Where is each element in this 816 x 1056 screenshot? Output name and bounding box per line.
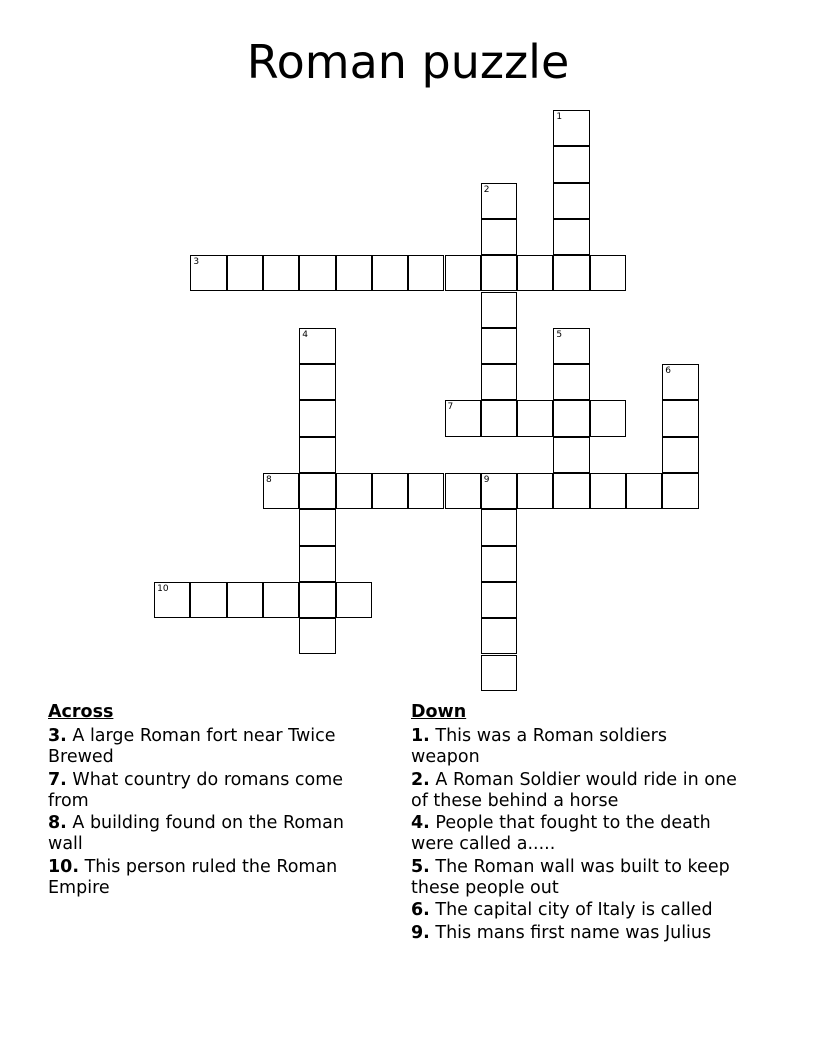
- grid-cell[interactable]: [408, 473, 444, 509]
- grid-cell[interactable]: [336, 582, 372, 618]
- grid-cell[interactable]: [590, 255, 626, 291]
- grid-cell[interactable]: [553, 146, 589, 182]
- clue-text: A building found on the Roman wall: [48, 813, 344, 854]
- clue-text: A Roman Soldier would ride in one of these behind a horse: [411, 769, 737, 811]
- grid-cell[interactable]: [190, 582, 226, 618]
- across-clue: [48, 813, 378, 855]
- grid-cell[interactable]: [481, 582, 517, 618]
- cell-number: 2: [483, 184, 490, 195]
- down-clues: [411, 702, 741, 945]
- grid-cell[interactable]: [299, 400, 335, 436]
- grid-cell[interactable]: [299, 582, 335, 618]
- grid-cell[interactable]: [481, 364, 517, 400]
- grid-cell[interactable]: [626, 473, 662, 509]
- grid-cell[interactable]: [227, 582, 263, 618]
- clue-number: 1.: [411, 726, 430, 746]
- grid-cell[interactable]: [190, 255, 226, 291]
- clue-number: 6.: [411, 900, 430, 920]
- grid-cell[interactable]: [481, 183, 517, 219]
- clue-number: 4.: [411, 813, 430, 833]
- down-clue: [411, 813, 741, 855]
- cell-number: 7: [447, 402, 454, 413]
- clue-number: 5.: [411, 856, 430, 877]
- cell-number: 1: [556, 112, 563, 122]
- cell-number: 8: [266, 475, 272, 485]
- clue-text: The capital city of Italy is called: [435, 900, 713, 920]
- grid-cell[interactable]: [336, 255, 372, 291]
- grid-cell[interactable]: [481, 328, 517, 364]
- grid-cell[interactable]: [372, 255, 408, 291]
- down-heading: Down: [411, 702, 467, 722]
- grid-cell[interactable]: [154, 582, 190, 618]
- down-clue: [411, 726, 741, 768]
- page-title: Roman puzzle: [246, 35, 570, 89]
- clue-number: 8.: [48, 813, 67, 833]
- cell-number: 10: [157, 583, 169, 594]
- down-clue: [411, 923, 741, 944]
- grid-cell[interactable]: [299, 255, 335, 291]
- grid-cell[interactable]: [481, 255, 517, 291]
- grid-cell[interactable]: [662, 400, 698, 436]
- grid-cell[interactable]: [517, 400, 553, 436]
- grid-cell[interactable]: [372, 473, 408, 509]
- grid-cell[interactable]: [299, 473, 335, 509]
- grid-cell[interactable]: [662, 437, 698, 473]
- clue-text: This mans first name was Julius: [435, 922, 712, 943]
- grid-cell[interactable]: [590, 400, 626, 436]
- clue-text: What country do romans come from: [48, 769, 344, 811]
- across-clue: [48, 857, 378, 899]
- grid-cell[interactable]: [445, 473, 481, 509]
- grid-cell[interactable]: [481, 219, 517, 255]
- across-clue: [48, 770, 378, 812]
- cell-number: 4: [302, 329, 309, 340]
- clue-text: People that fought to the death were called a.....: [411, 813, 711, 854]
- grid-cell[interactable]: [299, 509, 335, 545]
- grid-cell[interactable]: [263, 255, 299, 291]
- grid-cell[interactable]: [299, 328, 335, 364]
- grid-cell[interactable]: [299, 618, 335, 654]
- clue-number: 9.: [411, 922, 430, 943]
- grid-cell[interactable]: [299, 364, 335, 400]
- grid-cell[interactable]: [408, 255, 444, 291]
- across-clues: [48, 702, 378, 900]
- grid-cell[interactable]: [481, 618, 517, 654]
- grid-cell[interactable]: [553, 255, 589, 291]
- grid-cell[interactable]: [445, 255, 481, 291]
- grid-cell[interactable]: [481, 473, 517, 509]
- grid-cell[interactable]: [336, 473, 372, 509]
- grid-cell[interactable]: [590, 473, 626, 509]
- grid-cell[interactable]: [299, 546, 335, 582]
- grid-cell[interactable]: [662, 364, 698, 400]
- clue-number: 2.: [411, 769, 430, 790]
- grid-cell[interactable]: [445, 400, 481, 436]
- grid-cell[interactable]: [553, 219, 589, 255]
- grid-cell[interactable]: [481, 546, 517, 582]
- clue-number: 7.: [48, 769, 67, 790]
- down-clue: [411, 857, 741, 899]
- grid-cell[interactable]: [553, 400, 589, 436]
- grid-cell[interactable]: [553, 364, 589, 400]
- grid-cell[interactable]: [553, 110, 589, 146]
- clue-text: This was a Roman soldiers weapon: [411, 726, 667, 767]
- down-clue: [411, 770, 741, 812]
- clue-number: 10.: [48, 856, 80, 877]
- grid-cell[interactable]: [299, 437, 335, 473]
- grid-cell[interactable]: [553, 437, 589, 473]
- clue-text: The Roman wall was built to keep these people out: [411, 856, 730, 898]
- grid-cell[interactable]: [517, 255, 553, 291]
- grid-cell[interactable]: [553, 183, 589, 219]
- grid-cell[interactable]: [263, 473, 299, 509]
- cell-number: 3: [193, 257, 200, 268]
- across-heading: Across: [48, 702, 114, 722]
- down-clue: [411, 900, 741, 921]
- clue-text: This person ruled the Roman Empire: [48, 856, 338, 898]
- clue-text: A large Roman fort near Twice Brewed: [48, 726, 336, 767]
- grid-cell[interactable]: [481, 655, 517, 691]
- grid-cell[interactable]: [517, 473, 553, 509]
- cell-number: 5: [556, 329, 563, 340]
- cell-number: 6: [665, 366, 672, 377]
- grid-cell[interactable]: [481, 292, 517, 328]
- grid-cell[interactable]: [481, 509, 517, 545]
- across-clue: [48, 726, 378, 768]
- grid-cell[interactable]: [227, 255, 263, 291]
- grid-cell[interactable]: [553, 473, 589, 509]
- grid-cell[interactable]: [662, 473, 698, 509]
- clue-number: 3.: [48, 726, 67, 746]
- grid-cell[interactable]: [263, 582, 299, 618]
- grid-cell[interactable]: [481, 400, 517, 436]
- cell-number: 9: [483, 475, 490, 485]
- grid-cell[interactable]: [553, 328, 589, 364]
